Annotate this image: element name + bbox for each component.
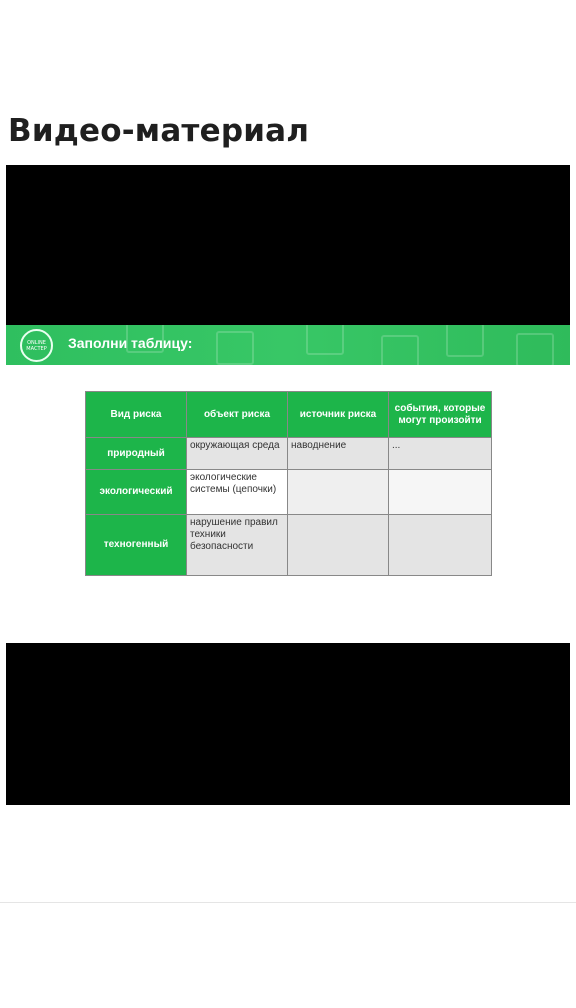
risk-events-cell (389, 515, 492, 576)
risk-object-cell: нарушение правил техники безопасности (187, 515, 288, 576)
table-row (86, 470, 492, 515)
page-title: Видео-материал (8, 112, 310, 149)
table-row (86, 438, 492, 470)
banner-decoration-icon (446, 325, 484, 357)
risk-object-cell: окружающая среда (187, 438, 288, 470)
banner-decoration-icon (216, 331, 254, 365)
risk-table (85, 391, 492, 576)
risk-object-cell: экологические системы (цепочки) (187, 470, 288, 515)
table-header: объект риска (187, 392, 288, 438)
table-header: Вид риска (86, 392, 187, 438)
slide-banner (6, 325, 570, 365)
risk-source-cell: наводнение (288, 438, 389, 470)
risk-source-cell (288, 470, 389, 515)
table-header-row (86, 392, 492, 438)
table-header: события, которые могут произойти (389, 392, 492, 438)
risk-events-cell (389, 470, 492, 515)
risk-events-cell: ... (389, 438, 492, 470)
video-slide (6, 325, 570, 643)
table-header: источник риска (288, 392, 389, 438)
banner-decoration-icon (381, 335, 419, 365)
risk-source-cell (288, 515, 389, 576)
video-player[interactable] (6, 165, 570, 805)
divider (0, 902, 576, 903)
banner-decoration-icon (516, 333, 554, 365)
logo: ONLINE МАСТЕР (20, 329, 53, 362)
banner-decoration-icon (306, 325, 344, 355)
risk-type-cell: природный (86, 438, 187, 470)
table-row (86, 515, 492, 576)
slide-title: Заполни таблицу: (68, 335, 193, 351)
risk-type-cell: экологический (86, 470, 187, 515)
risk-type-cell: техногенный (86, 515, 187, 576)
